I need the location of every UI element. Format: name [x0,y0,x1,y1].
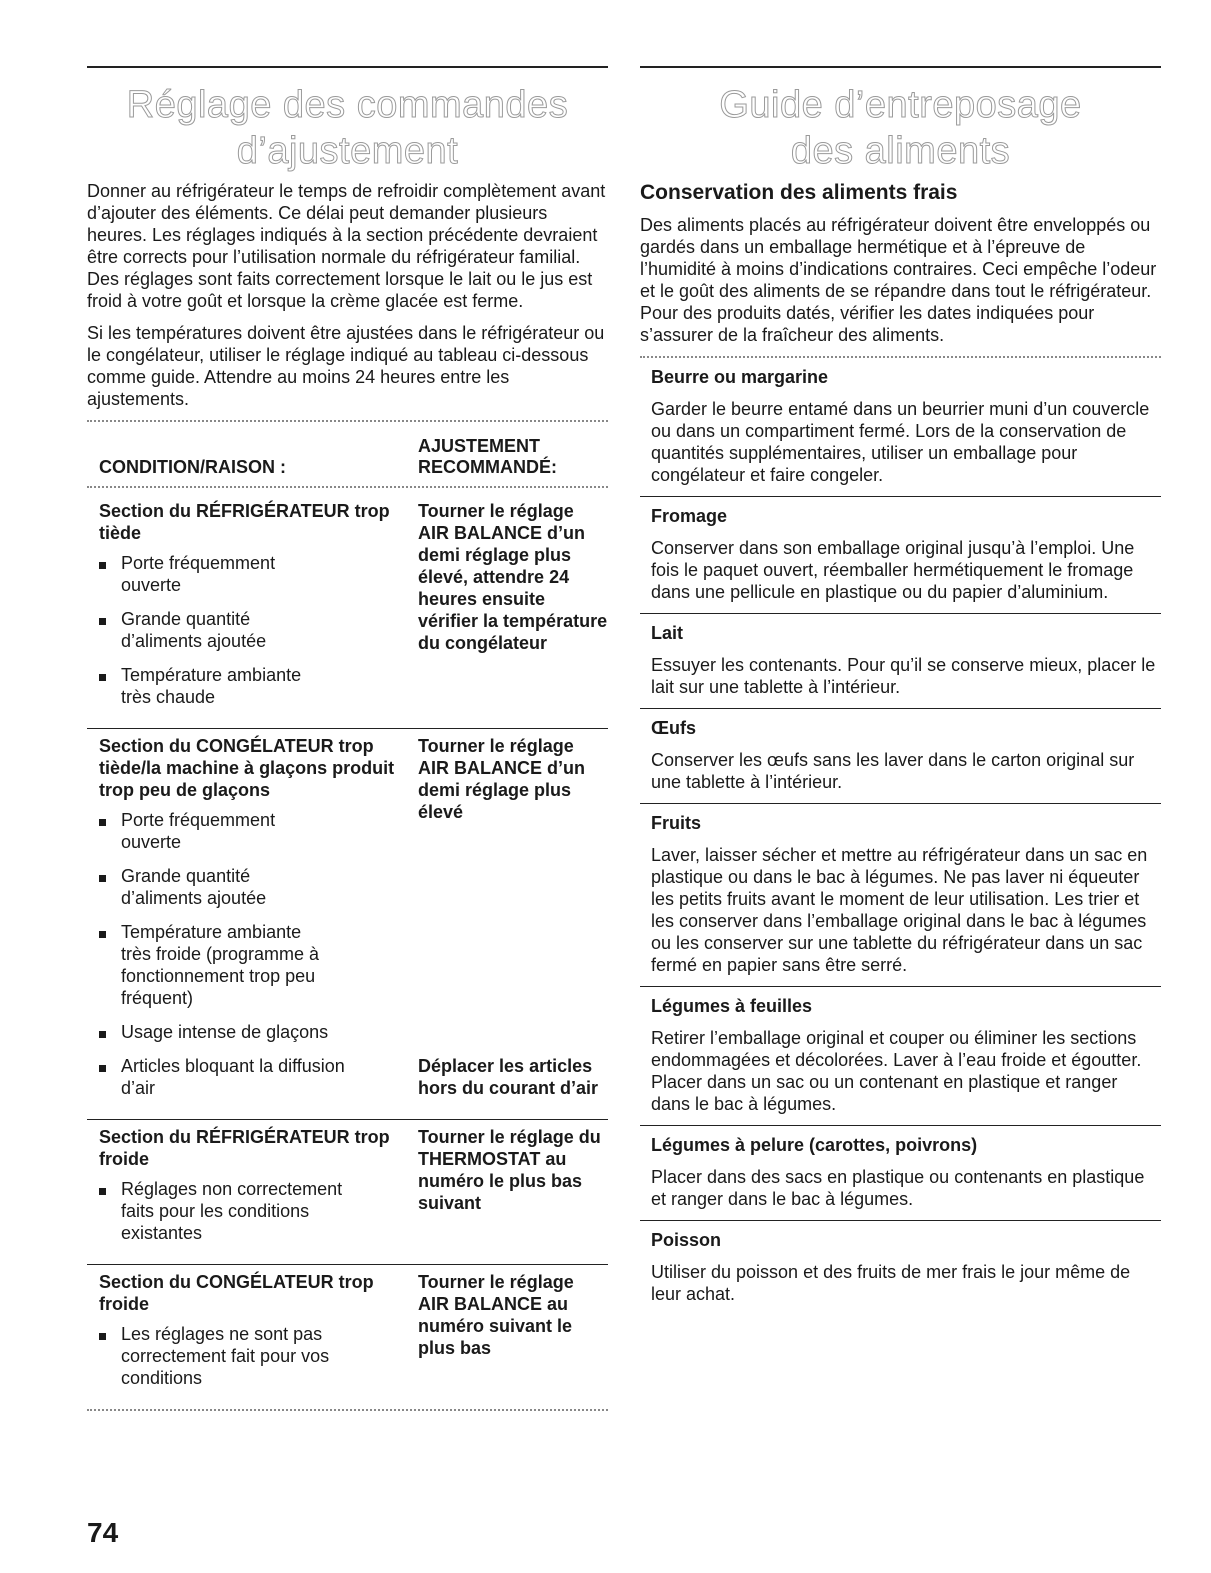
table-row [87,729,608,1119]
adjustment-cell: Tourner le réglage AIR BALANCE d’un demi réglage plus élevé [418,736,585,822]
food-item [640,1221,1161,1305]
intro-paragraph: Donner au réfrigérateur le temps de refroidir complètement avant d’ajouter des éléments. Ce délai peut demander plusieurs heures. Les réglages indiqués à la section précédente devraient être corrects pour l’utilisation normale du réfrigérateur familial. Des réglages sont faits correctement lorsque le lait ou le jus est froid à votre goût et lorsque la crème glacée est ferme. [87,181,606,311]
list-item: Température ambiante très froide (programme à fonctionnement trop peu fréquent) [99,921,418,1009]
food-text: Garder le beurre entamé dans un beurrier muni d’un couvercle ou dans un compartiment fermé. Lors de la conservation de quantités supplémentaires, utiliser un emballage pour congélateur et faire congeler. [651,399,1150,485]
bullet-icon [99,1031,106,1038]
food-title: Fruits [651,813,702,833]
list-item: Réglages non correctement faits pour les conditions existantes [99,1178,418,1244]
list-item: Usage intense de glaçons [99,1021,418,1043]
list-item: Porte fréquemment ouverte [99,552,418,596]
bullet-icon [99,931,106,938]
bullet-icon [99,562,106,569]
title-line: Réglage des commandes [126,84,569,126]
table-header [87,436,608,478]
adjustment-cell: Déplacer les articles hors du courant d’air [418,1056,599,1098]
food-item [640,709,1161,793]
right-column [640,66,1161,1315]
food-title: Œufs [651,718,696,738]
condition-cell [87,1271,418,1401]
section-intro: Des aliments placés au réfrigérateur doivent être enveloppés ou gardés dans un emballage hermétique et à l’épreuve de l’humidité à moins d’indications contraires. Ceci empêche l’odeur et le goût des aliments de se répandre dans tout le réfrigérateur. Pour des produits datés, vérifier les dates indiquées pour s’assurer de la fraîcheur des aliments. [640,215,1157,345]
list-item: Les réglages ne sont pas correctement fait pour vos conditions [99,1323,418,1389]
adjustment-cell: Tourner le réglage du THERMOSTAT au numéro le plus bas suivant [418,1127,601,1213]
left-column [87,66,608,1419]
bullet-icon [99,618,106,625]
food-text: Placer dans des sacs en plastique ou contenants en plastique et ranger dans le bac à légumes. [651,1167,1145,1209]
food-item [640,497,1161,603]
adjustment-cell: Tourner le réglage AIR BALANCE au numéro suivant le plus bas [418,1272,574,1358]
food-item [640,1126,1161,1210]
page-number: 74 [87,1517,119,1548]
condition-title: Section du CONGÉLATEUR trop froide [99,1272,374,1314]
food-text: Conserver les œufs sans les laver dans le carton original sur une tablette à l’intérieur. [651,750,1135,792]
condition-cell [87,1126,418,1256]
adjustment-table [87,436,608,1411]
list-item: Grande quantité d’aliments ajoutée [99,608,418,652]
bullet-icon [99,1065,106,1072]
dotted-divider [87,486,608,488]
bullet-icon [99,1188,106,1195]
condition-title: Section du RÉFRIGÉRATEUR trop froide [99,1127,390,1169]
table-row [87,494,608,728]
title-line: des aliments [790,130,1011,172]
condition-cell [87,735,418,1055]
food-text: Essuyer les contenants. Pour qu’il se conserve mieux, placer le lait sur une tablette à l’intérieur. [651,655,1156,697]
food-title: Lait [651,623,684,643]
header-condition: CONDITION/RAISON : [99,457,286,477]
food-text: Conserver dans son emballage original jusqu’à l’emploi. Une fois le paquet ouvert, réemballer hermétiquement le fromage dans une pellicule en plastique ou du papier d’aluminium. [651,538,1135,602]
dotted-divider [87,420,608,422]
bullet-icon [99,875,106,882]
food-text: Utiliser du poisson et des fruits de mer frais le jour même de leur achat. [651,1262,1131,1304]
intro-paragraph: Si les températures doivent être ajustées dans le réfrigérateur ou le congélateur, utiliser le réglage indiqué au tableau ci-dessous comme guide. Attendre au moins 24 heures entre les ajustements. [87,323,605,409]
condition-cell [87,1055,418,1111]
adjustment-cell: Tourner le réglage AIR BALANCE d’un demi réglage plus élevé, attendre 24 heures ensuite vérifier la température du congélateur [418,501,608,653]
list-item: Porte fréquemment ouverte [99,809,418,853]
bullet-icon [99,1333,106,1340]
list-item: Articles bloquant la diffusion d’air [99,1055,418,1099]
section-title-food-storage [640,82,1161,174]
table-row [87,1265,608,1409]
food-text: Laver, laisser sécher et mettre au réfrigérateur dans un sac en plastique ou dans le bac à légumes. Ne pas laver ni équeuter les petits fruits avant le moment de leur utilisation. Les trier et les conserver dans l’emballage original dans le bac à légumes ou les conserver sur une tablette du réfrigérateur dans un sac fermé en papier sans être serré. [651,845,1148,975]
bullet-icon [99,674,106,681]
bullet-icon [99,819,106,826]
food-title: Beurre ou margarine [651,367,829,387]
condition-title: Section du RÉFRIGÉRATEUR trop tiède [99,501,390,543]
food-item [640,614,1161,698]
top-rule [640,66,1161,68]
food-title: Fromage [651,506,728,526]
header-adjustment: AJUSTEMENT RECOMMANDÉ: [418,436,557,477]
top-rule [87,66,608,68]
title-line: Guide d’entreposage [719,84,1082,126]
section-heading: Conservation des aliments frais [640,181,958,204]
condition-cell [87,500,418,720]
food-item [640,358,1161,486]
food-item [640,804,1161,976]
list-item: Température ambiante très chaude [99,664,418,708]
dotted-divider [87,1409,608,1411]
condition-title: Section du CONGÉLATEUR trop tiède/la machine à glaçons produit trop peu de glaçons [99,736,395,800]
food-title: Poisson [651,1230,722,1250]
food-text: Retirer l’emballage original et couper ou éliminer les sections endommagées et décolorées. Laver à l’eau froide et égoutter. Placer dans un sac ou un contenant en plastique et ranger dans le bac à légumes. [651,1028,1142,1114]
food-title: Légumes à feuilles [651,996,813,1016]
list-item: Grande quantité d’aliments ajoutée [99,865,418,909]
food-item [640,987,1161,1115]
table-row [87,1120,608,1264]
title-line: d’ajustement [236,130,459,172]
food-title: Légumes à pelure (carottes, poivrons) [651,1135,978,1155]
section-title-adjustment [87,82,608,174]
